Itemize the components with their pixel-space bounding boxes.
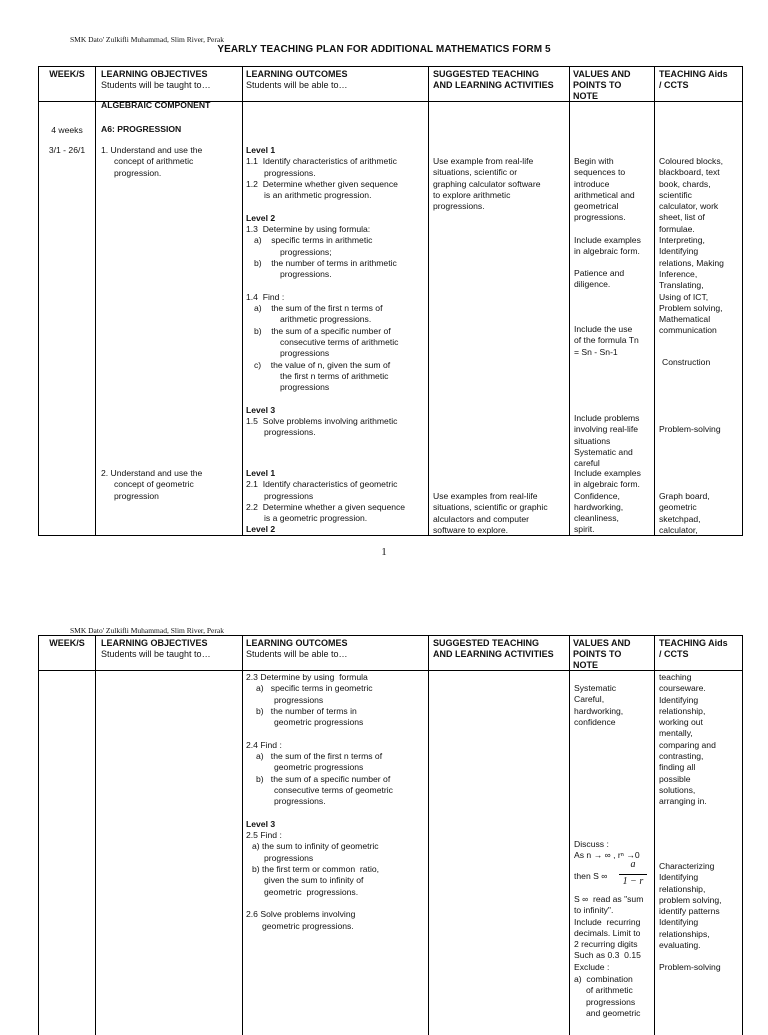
aids-1d: Graph board, geometric sketchpad, calculator, <box>659 491 710 535</box>
header-week: WEEK/S <box>49 69 85 79</box>
header-aids-2: TEACHING Aids / CCTS <box>659 638 728 659</box>
header-objectives-2: LEARNING OBJECTIVES Students will be taught to… <box>101 638 211 659</box>
aids-2b: Characterizing Identifying relationship, problem solving, identify patterns Identifying relationships, evaluating. <box>659 861 722 951</box>
objective-1: 1. Understand and use the concept of arithmetic progression. <box>101 145 203 178</box>
fraction-denominator: 1 − r <box>622 876 644 887</box>
aids-1b: Construction <box>662 357 711 367</box>
values-1d: Include the use of the formula Tn = Sn - Sn-1 <box>574 324 639 357</box>
values-1a: Begin with sequences to introduce arithmetical and geometrical progressions. <box>574 156 635 223</box>
values-1e: Include problems involving real-life situations Systematic and careful <box>574 413 640 469</box>
aids-2c: Problem-solving <box>659 962 721 972</box>
fraction-numerator: a <box>630 859 636 870</box>
school-header-page-2: SMK Dato' Zulkifli Muhammad, Slim River, Perak <box>70 626 224 635</box>
header-objectives: LEARNING OBJECTIVES Students will be taught to… <box>101 69 211 90</box>
teaching-plan-table-2 <box>38 635 743 1035</box>
header-values: VALUES AND POINTS TO NOTE <box>573 69 631 101</box>
aids-1a: Coloured blocks, blackboard, text book, chards, scientific calculator, work sheet, list of formulae. Interpreting, Identifying relations, Making Inference, Translating, Using of ICT, Problem solving, Mathematical communication <box>659 156 724 336</box>
teaching-plan-table-1 <box>38 66 743 536</box>
activities-objective-1: Use example from real-life situations, scientific or graphing calculator software to explore arithmetic progressions. <box>433 156 541 212</box>
values-1c: Patience and diligence. <box>574 268 625 290</box>
header-activities: SUGGESTED TEACHING AND LEARNING ACTIVITIES <box>433 69 554 90</box>
week-dates: 3/1 - 26/1 <box>48 145 86 155</box>
values-1b: Include examples in algebraic form. <box>574 235 641 257</box>
outcomes-objective-2: Level 1 2.1 Identify characteristics of geometric progressions 2.2 Determine whether a given sequence is a geometric progression. Level 2 <box>246 468 406 535</box>
week-duration: 4 weeks <box>51 125 83 135</box>
aids-1c: Problem-solving <box>659 424 721 434</box>
fraction-bar <box>619 874 647 875</box>
outcomes-page-2: 2.3 Determine by using formula a) specific terms in geometric progressions b) the number of terms in geometric progressions 2.4 Find : a) the sum of the first n terms of geometric progressions b) the sum of a specific number of consecutive terms of geometric progressions. Level 3 2.5 Find : a) the sum to infinity of geometric progressions b) the first term or common ratio, given the sum to infinity of geometric progressions. 2.6 Solve problems involving geometric progressions. <box>246 672 393 931</box>
activities-objective-2: Use examples from real-life situations, scientific or graphic alculactors and computer software to explore. <box>433 491 548 535</box>
header-outcomes: LEARNING OUTCOMES Students will be able to… <box>246 69 348 90</box>
component-title: ALGEBRAIC COMPONENT <box>101 100 211 110</box>
header-activities-2: SUGGESTED TEACHING AND LEARNING ACTIVITIES <box>433 638 554 659</box>
school-header: SMK Dato' Zulkifli Muhammad, Slim River, Perak <box>70 35 224 44</box>
header-outcomes-2: LEARNING OUTCOMES Students will be able to… <box>246 638 348 659</box>
page-number: 1 <box>381 546 387 558</box>
outcomes-objective-1: Level 1 1.1 Identify characteristics of arithmetic progressions. 1.2 Determine whether given sequence is an arithmetic progression. Level 2 1.3 Determine by using formula: a) specific terms in arithmetic progressions; b) the number of terms in arithmetic progressions. 1.4 Find : a) the sum of the first n terms of arithmetic progressions. b) the sum of a specific number of consecutive terms of arithmetic progressions c) the value of n, given the sum of the first n terms of arithmetic progressions Level 3 1.5 Solve problems involving arithmetic progressions. <box>246 145 399 438</box>
values-2b: S ∞ read as "sum to infinity". Include recurring decimals. Limit to 2 recurring digits Such as 0.3 0.15 Exclude : <box>574 894 644 972</box>
header-aids: TEACHING Aids / CCTS <box>659 69 728 90</box>
aids-2a: teaching courseware. Identifying relationship, working out mentally, comparing and contrasting, finding all possible solutions, arranging in. <box>659 672 716 807</box>
values-2c: a) combination of arithmetic progressions and geometric <box>574 974 641 1018</box>
values-1f: Include examples in algebraic form. Confidence, hardworking, cleanliness, spirit. <box>574 468 641 535</box>
values-2a: Systematic Careful, hardworking, confidence <box>574 683 624 727</box>
header-values-2: VALUES AND POINTS TO NOTE <box>573 638 631 670</box>
values-2-discuss: Discuss : As n → ∞ , rⁿ →0 <box>574 839 640 861</box>
objective-2: 2. Understand and use the concept of geometric progression <box>101 468 203 501</box>
topic-title: A6: PROGRESSION <box>101 124 182 134</box>
header-week-2: WEEK/S <box>49 638 85 648</box>
document-title: YEARLY TEACHING PLAN FOR ADDITIONAL MATHEMATICS FORM 5 <box>217 44 551 55</box>
values-2-sum-infinity: then S ∞ <box>574 871 608 881</box>
